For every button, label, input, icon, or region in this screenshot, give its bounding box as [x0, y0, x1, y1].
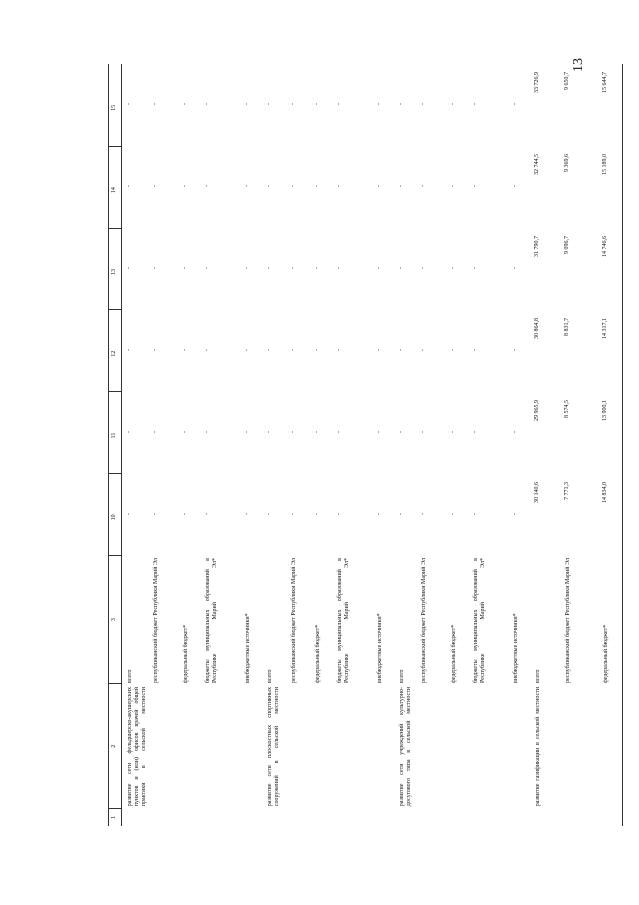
value-cell: - — [376, 185, 382, 187]
table-row — [602, 64, 622, 685]
funding-source: федеральный бюджет* — [603, 624, 609, 683]
value-cell: - — [472, 267, 478, 269]
section-lines — [534, 64, 622, 685]
value-cell: 14 834,0 — [602, 482, 608, 503]
value-cell: - — [450, 513, 456, 515]
value-cell: - — [336, 103, 342, 105]
value-cell: - — [512, 103, 518, 105]
value-cell: - — [314, 185, 320, 187]
value-cell: - — [336, 185, 342, 187]
value-cell: - — [420, 103, 426, 105]
value-cell: - — [244, 513, 250, 515]
value-cell: 8 574,5 — [564, 400, 570, 418]
table-section — [394, 64, 530, 826]
funding-source: республиканский бюджет Республики Марий Эл — [421, 558, 427, 683]
value-cell: - — [398, 103, 404, 105]
value-cell: - — [244, 267, 250, 269]
value-cell: - — [398, 185, 404, 187]
section-index-cell — [266, 808, 394, 826]
value-cell: - — [420, 185, 426, 187]
value-cell: - — [182, 103, 188, 105]
value-cell: 14 317,1 — [602, 318, 608, 339]
section-name: развитие газификации в сельской местности — [535, 687, 541, 807]
value-cell: - — [512, 431, 518, 433]
value-cell: - — [450, 267, 456, 269]
value-cell: 14 746,6 — [602, 236, 608, 257]
value-cell: - — [204, 431, 210, 433]
table-row — [472, 64, 512, 685]
value-cell: - — [376, 431, 382, 433]
value-cell: - — [336, 349, 342, 351]
header-col-14: 14 — [109, 146, 121, 228]
section-name: развитие сети учреждений культурно-досугового типа в сельской местности — [399, 687, 413, 807]
table-row — [512, 64, 530, 685]
value-cell: - — [204, 267, 210, 269]
value-cell: - — [450, 103, 456, 105]
table-body — [122, 64, 622, 826]
value-cell: - — [512, 513, 518, 515]
table-section — [262, 64, 394, 826]
funding-source: внебюджетные источники* — [377, 613, 383, 683]
value-cell: - — [182, 431, 188, 433]
value-cell: - — [472, 103, 478, 105]
value-cell: - — [314, 103, 320, 105]
value-cell: - — [182, 513, 188, 515]
section-lines — [126, 64, 262, 685]
value-cell: - — [314, 431, 320, 433]
value-cell: - — [152, 267, 158, 269]
value-cell: - — [420, 349, 426, 351]
value-cell: 29 965,9 — [534, 400, 540, 421]
section-index-cell — [126, 808, 262, 826]
value-cell: - — [472, 431, 478, 433]
funding-source: федеральный бюджет* — [451, 624, 457, 683]
table-row — [450, 64, 472, 685]
value-cell: - — [314, 267, 320, 269]
value-cell: - — [336, 267, 342, 269]
value-cell: - — [244, 349, 250, 351]
table-row — [126, 64, 152, 685]
value-cell: - — [126, 349, 132, 351]
header-col-15: 15 — [111, 104, 117, 111]
table-row — [420, 64, 450, 685]
funding-source: всего — [267, 669, 273, 683]
value-cell: - — [314, 349, 320, 351]
value-cell: 7 771,3 — [564, 482, 570, 500]
header-col-2: 2 — [109, 683, 121, 808]
table-row — [244, 64, 262, 685]
value-cell: - — [336, 513, 342, 515]
value-cell: - — [266, 349, 272, 351]
table-row — [534, 64, 564, 685]
value-cell: - — [152, 103, 158, 105]
value-cell: - — [376, 103, 382, 105]
value-cell: 9 096,7 — [564, 236, 570, 254]
value-cell: - — [266, 513, 272, 515]
funding-source: бюджеты муниципальных образований в Республике Марий Эл* — [473, 558, 487, 683]
value-cell: 33 726,9 — [534, 72, 540, 93]
value-cell: 32 744,5 — [534, 154, 540, 175]
value-cell: 30 864,8 — [534, 318, 540, 339]
value-cell: - — [152, 431, 158, 433]
table-row — [376, 64, 394, 685]
value-cell: - — [398, 267, 404, 269]
value-cell: - — [266, 185, 272, 187]
table-row — [336, 64, 376, 685]
value-cell: 15 189,0 — [602, 154, 608, 175]
value-cell: - — [244, 103, 250, 105]
value-cell: - — [512, 267, 518, 269]
rotated-table-frame — [108, 64, 609, 826]
funding-source: всего — [399, 669, 405, 683]
value-cell: - — [376, 349, 382, 351]
value-cell: - — [472, 513, 478, 515]
value-cell: 9 650,7 — [564, 72, 570, 90]
value-cell: - — [376, 267, 382, 269]
funding-source: федеральный бюджет* — [183, 624, 189, 683]
header-col-10: 10 — [109, 473, 121, 555]
table-row — [152, 64, 182, 685]
header-col-3: 3 — [109, 555, 121, 684]
value-cell: - — [204, 103, 210, 105]
value-cell: - — [290, 267, 296, 269]
header-col-12: 12 — [109, 309, 121, 391]
value-cell: - — [126, 103, 132, 105]
value-cell: - — [336, 431, 342, 433]
value-cell: - — [290, 431, 296, 433]
value-cell: - — [126, 513, 132, 515]
section-index-cell — [398, 808, 530, 826]
funding-source: бюджеты муниципальных образований в Республике Марий Эл* — [205, 558, 219, 683]
value-cell: - — [290, 349, 296, 351]
value-cell: - — [126, 267, 132, 269]
value-cell: - — [376, 513, 382, 515]
value-cell: 9 369,6 — [564, 154, 570, 172]
value-cell: - — [472, 349, 478, 351]
funding-source: республиканский бюджет Республики Марий Эл — [153, 558, 159, 683]
table-section — [122, 64, 262, 826]
table-row — [398, 64, 420, 685]
value-cell: - — [266, 431, 272, 433]
value-cell: - — [204, 185, 210, 187]
section-name: развитие сети фельдшерско-акушерских пунктов и (или) офисов врачей общей практики в сельской местности — [127, 687, 148, 807]
value-cell: 31 790,7 — [534, 236, 540, 257]
value-cell: - — [450, 431, 456, 433]
value-cell: - — [472, 185, 478, 187]
value-cell: 15 644,7 — [602, 72, 608, 93]
value-cell: - — [512, 185, 518, 187]
header-col-1: 1 — [109, 808, 121, 826]
value-cell: - — [420, 513, 426, 515]
section-lines — [266, 64, 394, 685]
section-index-cell — [534, 808, 622, 826]
value-cell: - — [290, 513, 296, 515]
value-cell: - — [182, 185, 188, 187]
value-cell: - — [152, 185, 158, 187]
value-cell: - — [266, 103, 272, 105]
value-cell: - — [182, 267, 188, 269]
value-cell: - — [182, 349, 188, 351]
value-cell: - — [204, 349, 210, 351]
value-cell: - — [450, 185, 456, 187]
value-cell: - — [152, 349, 158, 351]
value-cell: - — [512, 349, 518, 351]
table-row — [564, 64, 602, 685]
value-cell: - — [398, 513, 404, 515]
table-header — [109, 64, 122, 826]
funding-source: федеральный бюджет* — [315, 624, 321, 683]
value-cell: 30 140,6 — [534, 482, 540, 503]
value-cell: - — [420, 431, 426, 433]
page-number: 13 — [571, 58, 586, 72]
table-row — [182, 64, 204, 685]
value-cell: - — [290, 185, 296, 187]
value-cell: - — [266, 267, 272, 269]
value-cell: - — [152, 513, 158, 515]
value-cell: - — [398, 349, 404, 351]
value-cell: - — [314, 513, 320, 515]
funding-source: всего — [535, 669, 541, 683]
table-section — [530, 64, 622, 826]
funding-source: республиканский бюджет Республики Марий Эл — [291, 558, 297, 683]
table-row — [204, 64, 244, 685]
value-cell: - — [450, 349, 456, 351]
funding-source: республиканский бюджет Республики Марий Эл — [565, 558, 571, 683]
value-cell: - — [126, 431, 132, 433]
budget-table — [108, 64, 623, 826]
funding-source: внебюджетные источники* — [513, 613, 519, 683]
value-cell: - — [204, 513, 210, 515]
value-cell: - — [244, 431, 250, 433]
section-name: развитие сети плоскостных спортивных сооружений в сельской местности — [267, 687, 281, 807]
table-row — [314, 64, 336, 685]
funding-source: бюджеты муниципальных образований в Республике Марий Эл* — [337, 558, 351, 683]
value-cell: 8 831,7 — [564, 318, 570, 336]
value-cell: - — [420, 267, 426, 269]
header-col-13: 13 — [109, 228, 121, 310]
value-cell: - — [290, 103, 296, 105]
table-row — [266, 64, 290, 685]
value-cell: - — [398, 431, 404, 433]
section-lines — [398, 64, 530, 685]
funding-source: внебюджетные источники* — [245, 613, 251, 683]
funding-source: всего — [127, 669, 133, 683]
value-cell: - — [126, 185, 132, 187]
table-row — [290, 64, 314, 685]
value-cell: - — [244, 185, 250, 187]
header-col-11: 11 — [109, 391, 121, 473]
value-cell: 13 900,1 — [602, 400, 608, 421]
